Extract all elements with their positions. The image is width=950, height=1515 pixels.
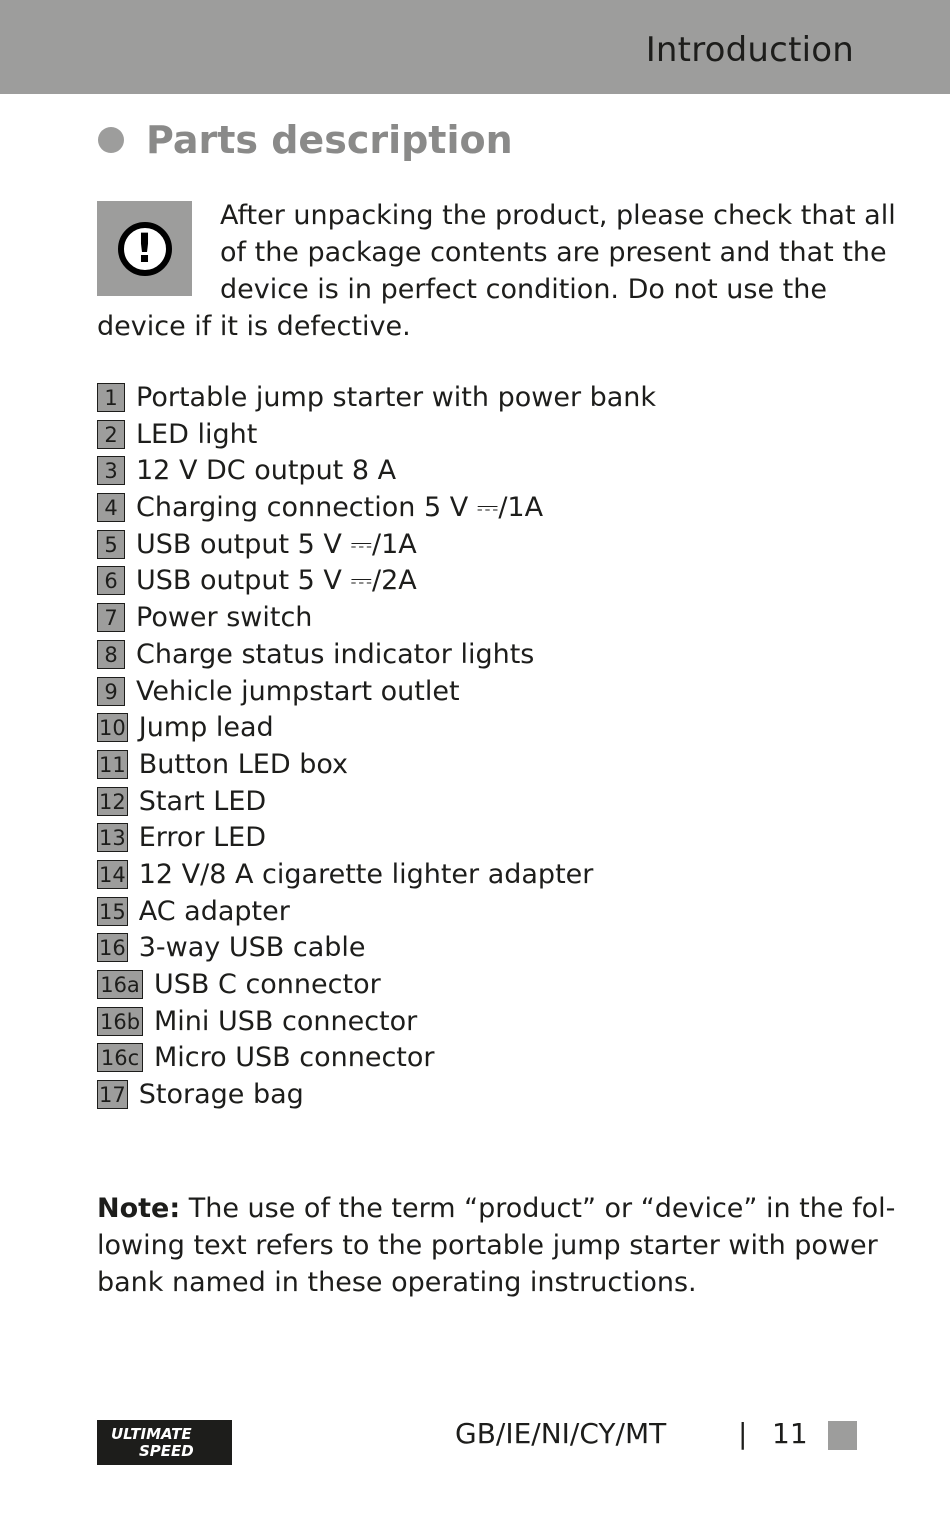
list-item [97,1077,656,1114]
part-number-badge: 14 [97,860,128,889]
list-item [97,1004,656,1041]
warning-icon-box [97,201,192,296]
part-number-badge: 6 [97,566,125,595]
logo-text: SPEED [139,1442,194,1460]
note-paragraph [97,1190,896,1301]
part-number-badge: 2 [97,420,125,449]
part-number-badge: 9 [97,677,125,706]
part-number-badge: 16a [97,970,143,999]
intro-line: device if it is defective. [97,311,411,342]
intro-line: of the package contents are present and that the [220,237,887,268]
part-label: Start LED [138,785,267,817]
part-label: USB C connector [154,969,381,1000]
list-item [97,563,656,600]
list-item [97,637,656,674]
header-bar [0,0,950,94]
list-item [97,710,656,747]
country-codes: GB/IE/NI/CY/MT [455,1417,667,1450]
part-label: AC adapter [138,895,290,927]
part-label: Error LED [138,822,267,854]
part-label: Charging connection 5 V ⎓/1A [136,492,544,524]
part-label: LED light [136,418,258,450]
part-number-badge: 5 [97,530,125,559]
list-item [97,930,656,967]
brand-logo [97,1420,232,1465]
part-number-badge: 16 [97,933,128,962]
part-number-badge: 16c [97,1043,143,1072]
part-label: Micro USB connector [154,1042,435,1074]
list-item [97,417,656,454]
note-text: bank named in these operating instructions. [97,1267,697,1298]
part-number-badge: 12 [97,787,128,816]
intro-line: After unpacking the product, please check that all [220,200,896,231]
exclamation-warning-icon: ! [118,222,172,276]
part-label: 3-way USB cable [138,932,366,964]
part-number-badge: 15 [97,897,128,926]
part-number-badge: 3 [97,456,125,485]
list-item [97,453,656,490]
part-label: Power switch [136,602,313,634]
part-number-badge: 17 [97,1080,128,1109]
list-item [97,1040,656,1077]
part-label: Vehicle jumpstart outlet [136,675,460,707]
page-marker-square [828,1421,857,1450]
list-item [97,490,656,527]
part-number-badge: 11 [97,750,128,779]
list-item [97,857,656,894]
list-item [97,967,656,1004]
list-item [97,820,656,857]
list-item [97,674,656,711]
part-label: USB output 5 V ⎓/1A [136,528,417,560]
intro-line: device is in perfect condition. Do not use the [220,274,827,305]
list-item [97,380,656,417]
list-item [97,784,656,821]
part-number-badge: 1 [97,383,125,412]
part-label: 12 V DC output 8 A [136,455,397,487]
part-number-badge: 8 [97,640,125,669]
list-item [97,527,656,564]
page-number: 11 [772,1417,808,1450]
bullet-dot-icon [98,127,124,153]
part-label: USB output 5 V ⎓/2A [136,565,417,597]
footer-separator: | [738,1417,748,1450]
part-label: Portable jump starter with power bank [136,382,657,413]
note-label: Note: [97,1193,181,1224]
part-label: Mini USB connector [154,1005,418,1037]
section-heading-text: Parts description [146,118,513,162]
part-label: 12 V/8 A cigarette lighter adapter [138,858,594,890]
parts-list [97,380,656,1114]
list-item [97,600,656,637]
part-label: Jump lead [138,712,274,744]
part-number-badge: 4 [97,493,125,522]
part-label: Button LED box [138,748,349,780]
part-number-badge: 13 [97,823,128,852]
part-label: Storage bag [138,1079,304,1111]
part-label: Charge status indicator lights [136,638,535,670]
part-number-badge: 16b [97,1007,143,1036]
logo-text: ULTIMATE [111,1425,192,1443]
list-item [97,747,656,784]
note-text: lowing text refers to the portable jump starter with power [97,1230,878,1261]
list-item [97,894,656,931]
header-title: Introduction [645,30,854,70]
part-number-badge: 10 [97,713,128,742]
note-text: The use of the term “product” or “device” in the fol- [180,1193,896,1224]
section-heading [98,118,513,162]
part-number-badge: 7 [97,603,125,632]
